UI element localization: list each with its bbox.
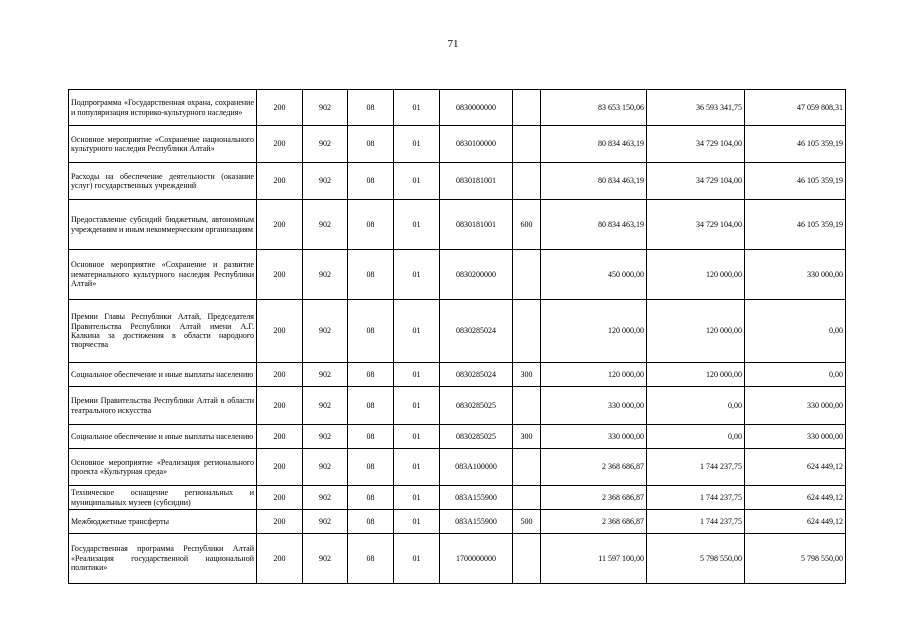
table-row xyxy=(69,510,846,534)
cell-sum-3: 624 449,12 xyxy=(745,486,846,510)
row-name: Основное мероприятие «Сохранение и развитие нематериального культурного наследия Республики Алтай» xyxy=(69,250,257,300)
cell-sum-2: 34 729 104,00 xyxy=(647,163,745,200)
cell-section: 08 xyxy=(348,425,394,449)
table-row xyxy=(69,534,846,584)
cell-sum-3: 47 059 808,31 xyxy=(745,90,846,126)
cell-expense-type xyxy=(513,486,541,510)
cell-subsection: 01 xyxy=(394,300,440,363)
table-row xyxy=(69,449,846,486)
row-name: Премии Правительства Республики Алтай в области театрального искусства xyxy=(69,387,257,425)
cell-sum-1: 330 000,00 xyxy=(541,387,647,425)
table-row xyxy=(69,300,846,363)
table-row xyxy=(69,250,846,300)
cell-expense-type xyxy=(513,300,541,363)
table-row xyxy=(69,486,846,510)
cell-section: 08 xyxy=(348,126,394,163)
cell-section: 08 xyxy=(348,449,394,486)
cell-sum-3: 624 449,12 xyxy=(745,510,846,534)
table-row xyxy=(69,363,846,387)
row-name: Подпрограмма «Государственная охрана, сохранение и популяризация историко-культурного наследия» xyxy=(69,90,257,126)
cell-sum-2: 34 729 104,00 xyxy=(647,200,745,250)
cell-target-code: 0830181001 xyxy=(440,200,513,250)
cell-admin-code: 200 xyxy=(257,163,303,200)
cell-target-code: 0830000000 xyxy=(440,90,513,126)
cell-expense-type xyxy=(513,534,541,584)
cell-sum-1: 330 000,00 xyxy=(541,425,647,449)
cell-sum-3: 0,00 xyxy=(745,300,846,363)
cell-target-code: 083A155900 xyxy=(440,510,513,534)
cell-sum-1: 450 000,00 xyxy=(541,250,647,300)
cell-section: 08 xyxy=(348,486,394,510)
cell-sum-3: 330 000,00 xyxy=(745,387,846,425)
cell-expense-type: 300 xyxy=(513,363,541,387)
table-row xyxy=(69,425,846,449)
cell-admin-code: 200 xyxy=(257,425,303,449)
cell-sum-3: 46 105 359,19 xyxy=(745,126,846,163)
cell-admin-code: 200 xyxy=(257,387,303,425)
cell-sum-3: 330 000,00 xyxy=(745,250,846,300)
cell-section: 08 xyxy=(348,300,394,363)
cell-section: 08 xyxy=(348,200,394,250)
cell-ministry-code: 902 xyxy=(303,534,348,584)
cell-sum-1: 80 834 463,19 xyxy=(541,200,647,250)
cell-sum-1: 120 000,00 xyxy=(541,363,647,387)
cell-expense-type: 300 xyxy=(513,425,541,449)
cell-subsection: 01 xyxy=(394,486,440,510)
cell-section: 08 xyxy=(348,250,394,300)
cell-sum-3: 330 000,00 xyxy=(745,425,846,449)
cell-sum-1: 120 000,00 xyxy=(541,300,647,363)
cell-subsection: 01 xyxy=(394,387,440,425)
cell-expense-type xyxy=(513,387,541,425)
cell-admin-code: 200 xyxy=(257,449,303,486)
cell-subsection: 01 xyxy=(394,250,440,300)
cell-sum-2: 120 000,00 xyxy=(647,300,745,363)
cell-target-code: 0830285025 xyxy=(440,387,513,425)
cell-subsection: 01 xyxy=(394,90,440,126)
cell-expense-type xyxy=(513,90,541,126)
cell-ministry-code: 902 xyxy=(303,425,348,449)
cell-ministry-code: 902 xyxy=(303,363,348,387)
row-name: Техническое оснащение региональных и муниципальных музеев (субсидии) xyxy=(69,486,257,510)
row-name: Основное мероприятие «Реализация регионального проекта «Культурная среда» xyxy=(69,449,257,486)
cell-section: 08 xyxy=(348,387,394,425)
cell-target-code: 0830181001 xyxy=(440,163,513,200)
cell-sum-1: 80 834 463,19 xyxy=(541,163,647,200)
row-name: Предоставление субсидий бюджетным, автономным учреждениям и иным некоммерческим организациям xyxy=(69,200,257,250)
cell-sum-2: 34 729 104,00 xyxy=(647,126,745,163)
cell-ministry-code: 902 xyxy=(303,300,348,363)
cell-section: 08 xyxy=(348,363,394,387)
cell-section: 08 xyxy=(348,163,394,200)
cell-ministry-code: 902 xyxy=(303,90,348,126)
cell-section: 08 xyxy=(348,510,394,534)
cell-sum-2: 36 593 341,75 xyxy=(647,90,745,126)
cell-admin-code: 200 xyxy=(257,126,303,163)
cell-section: 08 xyxy=(348,534,394,584)
cell-admin-code: 200 xyxy=(257,200,303,250)
cell-subsection: 01 xyxy=(394,163,440,200)
cell-ministry-code: 902 xyxy=(303,163,348,200)
cell-ministry-code: 902 xyxy=(303,200,348,250)
cell-sum-3: 0,00 xyxy=(745,363,846,387)
cell-subsection: 01 xyxy=(394,126,440,163)
row-name: Основное мероприятие «Сохранение национального культурного наследия Республики Алтай» xyxy=(69,126,257,163)
cell-ministry-code: 902 xyxy=(303,126,348,163)
budget-table-body xyxy=(69,90,846,584)
page-number: 71 xyxy=(447,38,459,50)
cell-sum-2: 120 000,00 xyxy=(647,363,745,387)
row-name: Социальное обеспечение и иные выплаты населению xyxy=(69,425,257,449)
cell-ministry-code: 902 xyxy=(303,486,348,510)
cell-target-code: 0830285024 xyxy=(440,300,513,363)
cell-expense-type: 500 xyxy=(513,510,541,534)
cell-subsection: 01 xyxy=(394,449,440,486)
cell-sum-2: 1 744 237,75 xyxy=(647,486,745,510)
cell-sum-1: 83 653 150,06 xyxy=(541,90,647,126)
cell-sum-3: 46 105 359,19 xyxy=(745,163,846,200)
row-name: Премии Главы Республики Алтай, Председателя Правительства Республики Алтай имени А.Г. Калкина за достижения в области народного творчества xyxy=(69,300,257,363)
cell-target-code: 0830285024 xyxy=(440,363,513,387)
cell-sum-1: 80 834 463,19 xyxy=(541,126,647,163)
cell-sum-1: 2 368 686,87 xyxy=(541,510,647,534)
cell-sum-3: 46 105 359,19 xyxy=(745,200,846,250)
table-row xyxy=(69,90,846,126)
cell-sum-2: 5 798 550,00 xyxy=(647,534,745,584)
cell-expense-type xyxy=(513,163,541,200)
cell-ministry-code: 902 xyxy=(303,449,348,486)
cell-subsection: 01 xyxy=(394,510,440,534)
cell-sum-1: 2 368 686,87 xyxy=(541,449,647,486)
cell-expense-type: 600 xyxy=(513,200,541,250)
cell-target-code: 083A100000 xyxy=(440,449,513,486)
budget-table xyxy=(68,89,846,584)
cell-sum-3: 624 449,12 xyxy=(745,449,846,486)
cell-admin-code: 200 xyxy=(257,510,303,534)
cell-target-code: 083A155900 xyxy=(440,486,513,510)
cell-target-code: 0830200000 xyxy=(440,250,513,300)
cell-target-code: 1700000000 xyxy=(440,534,513,584)
cell-subsection: 01 xyxy=(394,425,440,449)
cell-sum-2: 1 744 237,75 xyxy=(647,449,745,486)
cell-sum-3: 5 798 550,00 xyxy=(745,534,846,584)
table-row xyxy=(69,387,846,425)
cell-subsection: 01 xyxy=(394,200,440,250)
cell-sum-2: 0,00 xyxy=(647,387,745,425)
cell-admin-code: 200 xyxy=(257,534,303,584)
cell-section: 08 xyxy=(348,90,394,126)
row-name: Межбюджетные трансферты xyxy=(69,510,257,534)
cell-ministry-code: 902 xyxy=(303,387,348,425)
cell-expense-type xyxy=(513,126,541,163)
cell-sum-2: 1 744 237,75 xyxy=(647,510,745,534)
cell-admin-code: 200 xyxy=(257,250,303,300)
cell-admin-code: 200 xyxy=(257,90,303,126)
cell-target-code: 0830100000 xyxy=(440,126,513,163)
cell-admin-code: 200 xyxy=(257,300,303,363)
table-row xyxy=(69,163,846,200)
cell-expense-type xyxy=(513,449,541,486)
cell-sum-1: 2 368 686,87 xyxy=(541,486,647,510)
row-name: Расходы на обеспечение деятельности (оказание услуг) государственных учреждений xyxy=(69,163,257,200)
cell-admin-code: 200 xyxy=(257,363,303,387)
cell-ministry-code: 902 xyxy=(303,250,348,300)
row-name: Государственная программа Республики Алтай «Реализация государственной национальной политики» xyxy=(69,534,257,584)
cell-subsection: 01 xyxy=(394,534,440,584)
cell-admin-code: 200 xyxy=(257,486,303,510)
cell-sum-2: 120 000,00 xyxy=(647,250,745,300)
cell-target-code: 0830285025 xyxy=(440,425,513,449)
cell-ministry-code: 902 xyxy=(303,510,348,534)
cell-sum-1: 11 597 100,00 xyxy=(541,534,647,584)
cell-expense-type xyxy=(513,250,541,300)
row-name: Социальное обеспечение и иные выплаты населению xyxy=(69,363,257,387)
table-row xyxy=(69,126,846,163)
cell-subsection: 01 xyxy=(394,363,440,387)
cell-sum-2: 0,00 xyxy=(647,425,745,449)
table-row xyxy=(69,200,846,250)
